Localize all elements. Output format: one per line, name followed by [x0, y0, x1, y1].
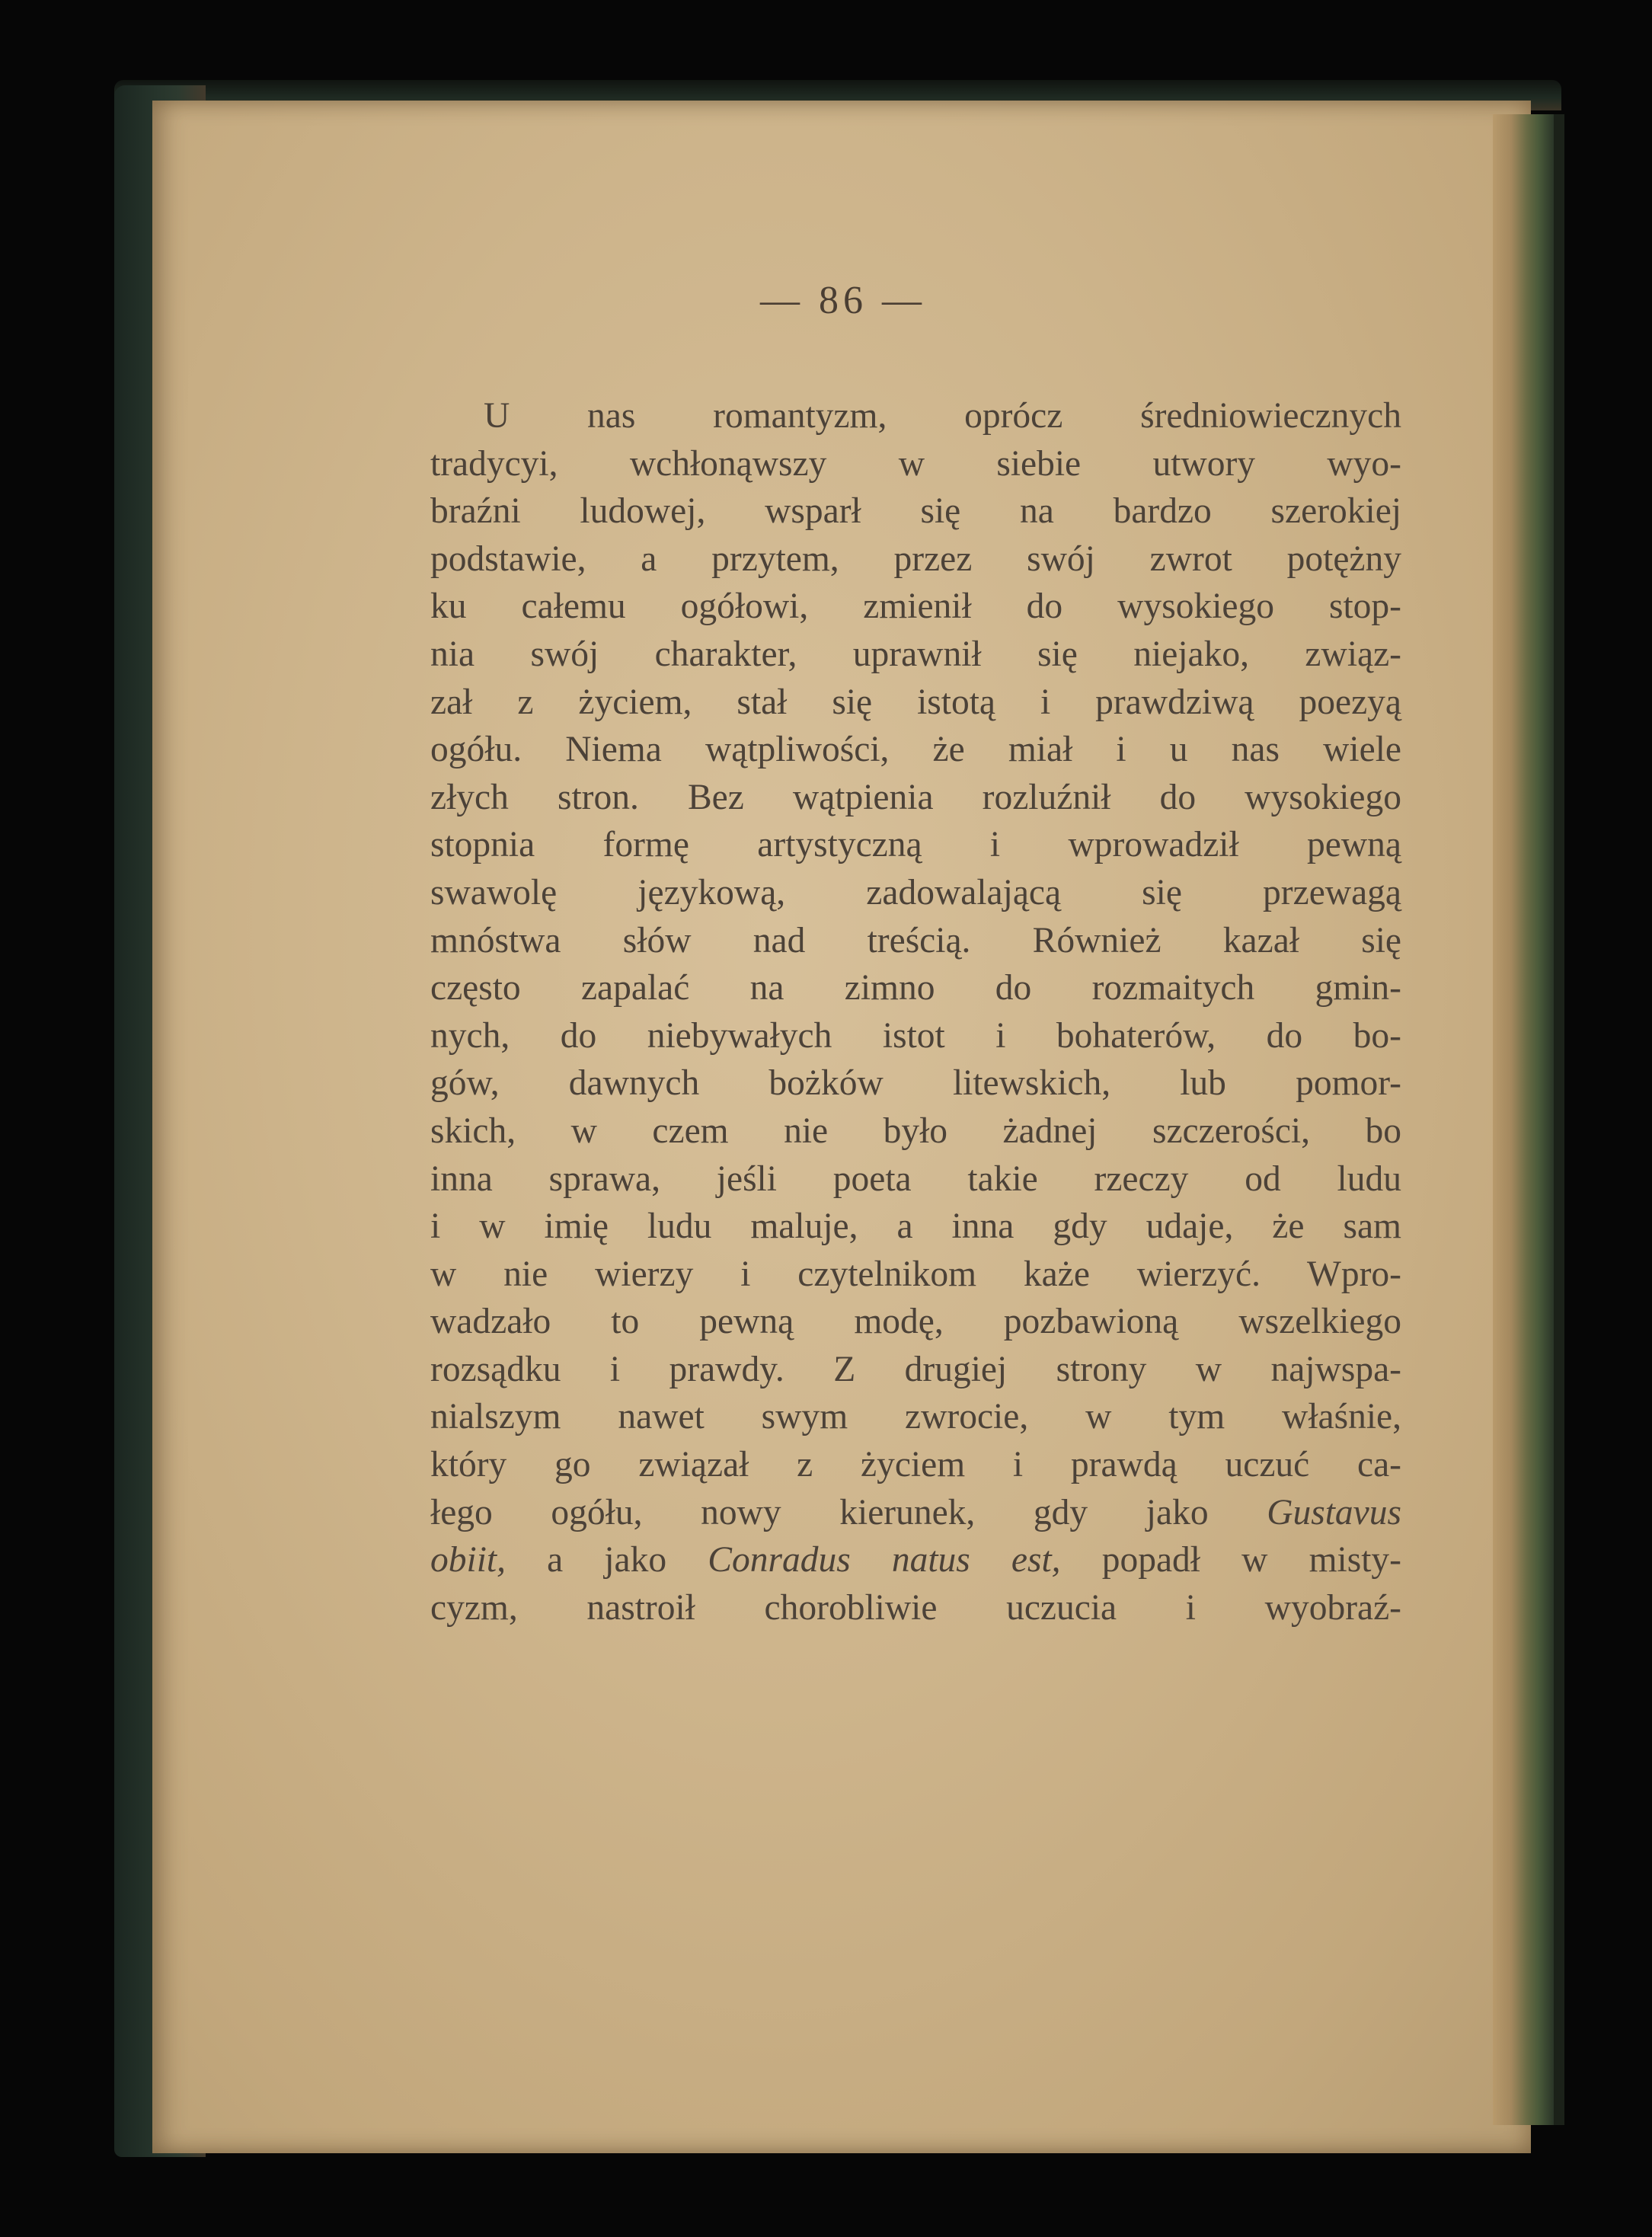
- text-line: swawolę językową, zadowalającą się przewagą: [430, 872, 1401, 912]
- text-line: U nas romantyzm, oprócz średniowiecznych: [484, 396, 1401, 436]
- text-line: złych stron. Bez wątpienia rozluźnił do wysokiego: [430, 777, 1401, 817]
- text-run: a jako: [505, 1540, 708, 1580]
- cover-right-edge: [1554, 114, 1564, 2125]
- text-line: nych, do niebywałych istot i bohaterów, do bo-: [430, 1015, 1401, 1056]
- page-number: — 86 —: [760, 279, 926, 322]
- italic-run: Gustavus: [1267, 1492, 1401, 1532]
- text-line: gów, dawnych bożków litewskich, lub pomor-: [430, 1063, 1401, 1104]
- page-right-edge: [1493, 114, 1554, 2125]
- text-line: w nie wierzy i czytelnikom każe wierzyć. Wpro-: [430, 1254, 1401, 1294]
- text-line: nialszym nawet swym zwrocie, w tym właśnie,: [430, 1397, 1401, 1437]
- text-line: zał z życiem, stał się istotą i prawdziwą poezyą: [430, 682, 1401, 722]
- text-line: wadzało to pewną modę, pozbawioną wszelkiego: [430, 1302, 1401, 1342]
- text-line: skich, w czem nie było żadnej szczerości, bo: [430, 1111, 1401, 1151]
- text-line: nia swój charakter, uprawnił się niejako, związ-: [430, 634, 1401, 674]
- text-line: braźni ludowej, wsparł się na bardzo szerokiej: [430, 491, 1401, 532]
- text-line: tradycyi, wchłonąwszy w siebie utwory wyo-: [430, 443, 1401, 484]
- text-run: łego ogółu, nowy kierunek, gdy jako: [430, 1492, 1267, 1532]
- text-line: ku całemu ogółowi, zmienił do wysokiego stop-: [430, 586, 1401, 627]
- text-line: często zapalać na zimno do rozmaitych gmin-: [430, 968, 1401, 1008]
- body-text: [430, 392, 1401, 1631]
- text-line: i w imię ludu maluje, a inna gdy udaje, że sam: [430, 1206, 1401, 1247]
- text-line: który go związał z życiem i prawdą uczuć ca-: [430, 1445, 1401, 1485]
- italic-run: obiit,: [430, 1540, 506, 1580]
- text-line: podstawie, a przytem, przez swój zwrot potężny: [430, 538, 1401, 579]
- italic-run: Conradus natus est,: [708, 1540, 1061, 1580]
- text-line: inna sprawa, jeśli poeta takie rzeczy od ludu: [430, 1158, 1401, 1199]
- text-line-mixed: [430, 1536, 1401, 1584]
- text-line: ogółu. Niema wątpliwości, że miał i u nas wiele: [430, 730, 1401, 770]
- text-line: stopnia formę artystyczną i wprowadził pewną: [430, 825, 1401, 865]
- text-line: rozsądku i prawdy. Z drugiej strony w najwspa-: [430, 1349, 1401, 1389]
- text-line: mnóstwa słów nad treścią. Również kazał się: [430, 920, 1401, 960]
- text-line: cyzm, nastroił chorobliwie uczucia i wyobraź-: [430, 1587, 1401, 1628]
- text-run: popadł w misty-: [1060, 1540, 1401, 1580]
- text-line-mixed: [430, 1489, 1401, 1537]
